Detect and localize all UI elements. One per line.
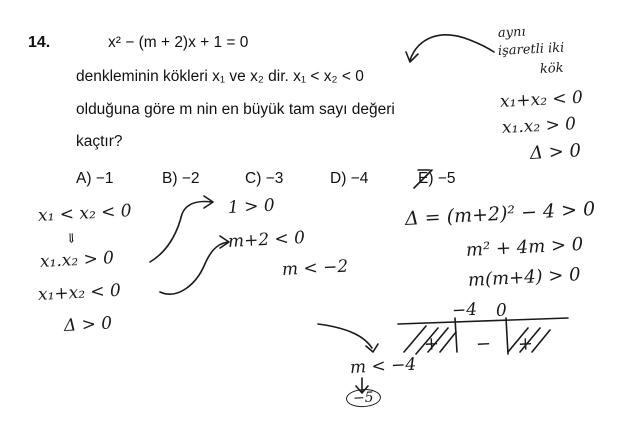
arrow-product-to-result — [150, 202, 212, 263]
hw-sum-result: m+2 < 0 — [227, 227, 306, 252]
hw-product-positive: x₁.x₂ > 0 — [39, 248, 115, 272]
note-same-sign-3: kök — [539, 60, 564, 77]
option-d: D) −4 — [330, 170, 369, 187]
sign-table-root-1: −4 — [451, 299, 478, 321]
hw-roots-order: x₁ < x₂ < 0 — [37, 201, 133, 226]
final-answer-circled: −5 — [346, 388, 382, 408]
question-line-1: denkleminin kökleri x₁ ve x₂ dir. x₁ < x₂ < 0 — [76, 68, 364, 85]
question-number: 14. — [28, 34, 51, 51]
note-same-sign-1: aynı — [497, 24, 526, 41]
question-equation: x² − (m + 2)x + 1 = 0 — [108, 34, 249, 51]
sign-table-sign-3: + — [517, 333, 534, 355]
arrow-sum-to-result — [160, 242, 228, 294]
hw-product-condition: x₁.x₂ > 0 — [501, 114, 577, 138]
option-e-strike — [414, 170, 432, 188]
question-line-2: olduğuna göre m nin en büyük tam sayı değeri — [76, 101, 395, 118]
option-b: B) −2 — [162, 170, 200, 187]
sign-table-root-2: 0 — [495, 300, 508, 321]
hw-m-less-than-minus-4: m < −4 — [349, 354, 417, 378]
hw-expanded: m² + 4m > 0 — [465, 233, 584, 261]
option-a: A) −1 — [76, 170, 114, 187]
hw-discriminant: Δ = (m+2)² − 4 > 0 — [404, 198, 596, 230]
hw-product-result: 1 > 0 — [227, 195, 276, 218]
note-same-sign-2: işaretli iki — [497, 40, 565, 59]
hw-implies: ⇓ — [65, 231, 78, 247]
hw-m-less-than-minus-2: m < −2 — [281, 256, 349, 280]
sign-table-hatching — [404, 326, 550, 354]
hw-sum-negative: x₁+x₂ < 0 — [37, 280, 122, 305]
option-e: E) −5 — [418, 170, 456, 187]
question-line-3: kaçtır? — [76, 133, 123, 150]
sign-table-line — [398, 318, 568, 324]
arrow-to-final — [318, 324, 372, 348]
hw-delta-condition: Δ > 0 — [529, 140, 582, 164]
hw-delta-positive: Δ > 0 — [63, 313, 113, 336]
arrow-note-to-condition — [410, 35, 494, 60]
hw-sum-condition: x₁+x₂ < 0 — [499, 87, 584, 112]
option-c: C) −3 — [245, 170, 284, 187]
sign-table-sign-2: − — [475, 333, 492, 355]
sign-table-sign-1: + — [423, 333, 440, 355]
hw-factored: m(m+4) > 0 — [467, 264, 582, 291]
